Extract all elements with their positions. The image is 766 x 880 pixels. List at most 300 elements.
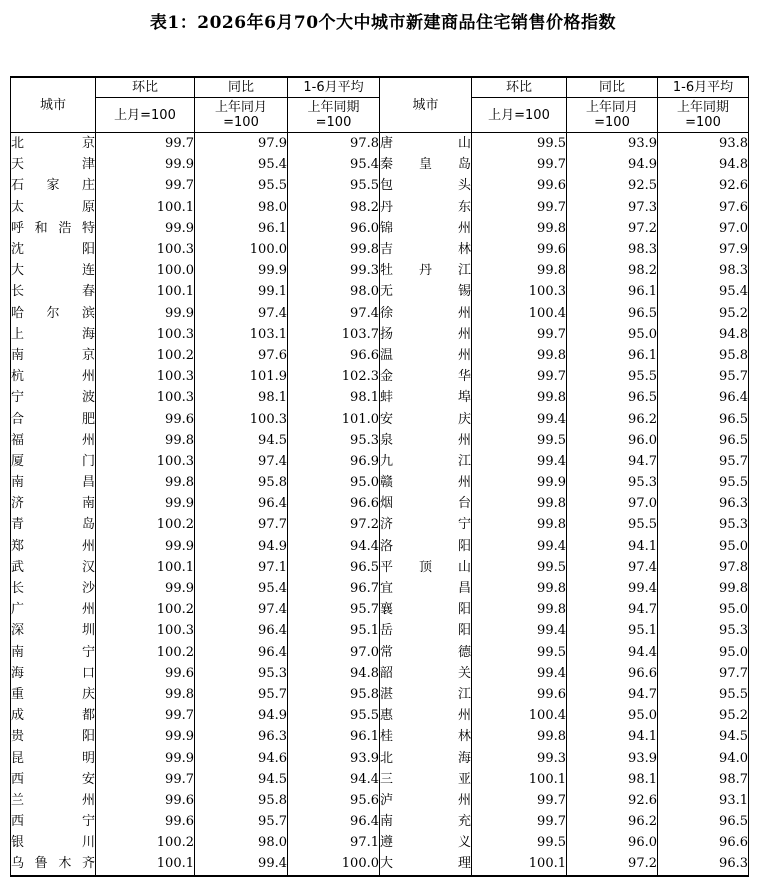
right-ytd-cell: 93.8 — [658, 133, 749, 155]
left-ytd-cell: 95.0 — [288, 472, 380, 493]
right-yoy-cell: 94.7 — [567, 684, 658, 705]
left-mom-cell: 99.6 — [96, 811, 195, 832]
left-city-cell: 乌鲁木齐 — [11, 853, 96, 875]
left-city-cell: 沈阳 — [11, 239, 96, 260]
left-city-cell: 兰州 — [11, 790, 96, 811]
right-mom-cell: 99.4 — [472, 451, 567, 472]
right-mom-cell: 99.5 — [472, 642, 567, 663]
left-ytd-cell: 100.0 — [288, 853, 380, 875]
left-yoy-cell: 94.6 — [195, 747, 288, 768]
right-ytd-cell: 97.9 — [658, 239, 749, 260]
right-mom-cell: 99.8 — [472, 599, 567, 620]
right-mom-cell: 99.4 — [472, 408, 567, 429]
right-yoy-cell: 96.2 — [567, 408, 658, 429]
left-mom-cell: 99.9 — [96, 303, 195, 324]
left-ytd-cell: 95.3 — [288, 430, 380, 451]
left-mom-cell: 99.8 — [96, 430, 195, 451]
left-yoy-cell: 97.6 — [195, 345, 288, 366]
left-city-cell: 石家庄 — [11, 175, 96, 196]
left-yoy-cell: 100.0 — [195, 239, 288, 260]
left-mom-cell: 99.6 — [96, 408, 195, 429]
left-ytd-cell: 94.4 — [288, 536, 380, 557]
left-city-cell: 青岛 — [11, 514, 96, 535]
left-mom-cell: 100.2 — [96, 832, 195, 853]
right-mom-cell: 99.7 — [472, 366, 567, 387]
left-mom-cell: 99.8 — [96, 472, 195, 493]
left-yoy-cell: 99.9 — [195, 260, 288, 281]
table-row — [11, 430, 749, 451]
right-mom-cell: 100.4 — [472, 303, 567, 324]
right-mom-cell: 99.6 — [472, 239, 567, 260]
left-mom-cell: 100.3 — [96, 451, 195, 472]
right-ytd-cell: 95.3 — [658, 620, 749, 641]
right-ytd-cell: 94.5 — [658, 726, 749, 747]
right-mom-cell: 99.8 — [472, 387, 567, 408]
right-ytd-cell: 95.7 — [658, 451, 749, 472]
left-city-cell: 南京 — [11, 345, 96, 366]
left-ytd-cell: 96.9 — [288, 451, 380, 472]
left-ytd-cell: 93.9 — [288, 747, 380, 768]
left-ytd-cell: 96.6 — [288, 345, 380, 366]
left-city-cell: 银川 — [11, 832, 96, 853]
left-mom-cell: 99.8 — [96, 684, 195, 705]
right-mom-cell: 99.4 — [472, 536, 567, 557]
right-ytd-cell: 95.0 — [658, 536, 749, 557]
right-city-cell: 南充 — [380, 811, 472, 832]
left-yoy-cell: 95.8 — [195, 790, 288, 811]
price-index-table — [10, 76, 749, 877]
table-row — [11, 853, 749, 875]
right-yoy-cell: 97.0 — [567, 493, 658, 514]
left-city-cell: 合肥 — [11, 408, 96, 429]
page-title: 表1：2026年6月70个大中城市新建商品住宅销售价格指数 — [149, 13, 617, 33]
table-row — [11, 536, 749, 557]
header-mom-left: 环比 — [96, 77, 195, 98]
left-city-cell: 海口 — [11, 663, 96, 684]
right-city-cell: 济宁 — [380, 514, 472, 535]
right-mom-cell: 99.7 — [472, 811, 567, 832]
left-ytd-cell: 99.3 — [288, 260, 380, 281]
left-city-cell: 厦门 — [11, 451, 96, 472]
left-mom-cell: 100.3 — [96, 324, 195, 345]
left-yoy-cell: 96.4 — [195, 493, 288, 514]
table-row — [11, 642, 749, 663]
left-yoy-cell: 94.9 — [195, 536, 288, 557]
right-mom-cell: 99.6 — [472, 175, 567, 196]
left-mom-cell: 99.9 — [96, 578, 195, 599]
left-city-cell: 南宁 — [11, 642, 96, 663]
left-mom-cell: 99.6 — [96, 663, 195, 684]
right-ytd-cell: 98.3 — [658, 260, 749, 281]
left-city-cell: 哈尔滨 — [11, 303, 96, 324]
right-mom-cell: 99.7 — [472, 790, 567, 811]
left-city-cell: 深圳 — [11, 620, 96, 641]
header-ytd-left: 1-6月平均 — [288, 77, 380, 98]
header-ytd-base-line2: =100 — [315, 115, 352, 130]
left-mom-cell: 100.1 — [96, 557, 195, 578]
right-yoy-cell: 94.4 — [567, 642, 658, 663]
right-yoy-cell: 94.1 — [567, 726, 658, 747]
left-city-cell: 上海 — [11, 324, 96, 345]
right-city-cell: 温州 — [380, 345, 472, 366]
header-yoy-base-line2: =100 — [223, 115, 259, 130]
table-row — [11, 514, 749, 535]
right-yoy-cell: 95.5 — [567, 366, 658, 387]
left-ytd-cell: 95.7 — [288, 599, 380, 620]
left-city-cell: 贵阳 — [11, 726, 96, 747]
left-ytd-cell: 101.0 — [288, 408, 380, 429]
table-row — [11, 218, 749, 239]
left-mom-cell: 99.7 — [96, 133, 195, 155]
left-city-cell: 大连 — [11, 260, 96, 281]
right-ytd-cell: 97.7 — [658, 663, 749, 684]
right-city-cell: 襄阳 — [380, 599, 472, 620]
left-yoy-cell: 97.7 — [195, 514, 288, 535]
right-ytd-cell: 95.0 — [658, 599, 749, 620]
right-city-cell: 丹东 — [380, 197, 472, 218]
right-city-cell: 湛江 — [380, 684, 472, 705]
left-city-cell: 西宁 — [11, 811, 96, 832]
left-ytd-cell: 99.8 — [288, 239, 380, 260]
right-ytd-cell: 96.3 — [658, 493, 749, 514]
header-mom-base-right: 上月=100 — [472, 98, 567, 133]
header-city-right: 城市 — [380, 77, 472, 133]
right-yoy-cell: 94.1 — [567, 536, 658, 557]
right-city-cell: 吉林 — [380, 239, 472, 260]
right-city-cell: 常德 — [380, 642, 472, 663]
left-mom-cell: 99.9 — [96, 154, 195, 175]
right-city-cell: 三亚 — [380, 769, 472, 790]
left-yoy-cell: 95.7 — [195, 684, 288, 705]
left-yoy-cell: 96.3 — [195, 726, 288, 747]
left-ytd-cell: 94.8 — [288, 663, 380, 684]
right-ytd-cell: 97.0 — [658, 218, 749, 239]
right-yoy-cell: 97.2 — [567, 218, 658, 239]
left-mom-cell: 100.2 — [96, 599, 195, 620]
header-ytd-base-line1: 上年同期 — [307, 100, 360, 115]
left-mom-cell: 100.3 — [96, 620, 195, 641]
left-city-cell: 北京 — [11, 133, 96, 155]
left-yoy-cell: 97.4 — [195, 303, 288, 324]
left-yoy-cell: 101.9 — [195, 366, 288, 387]
right-ytd-cell: 95.0 — [658, 642, 749, 663]
left-city-cell: 太原 — [11, 197, 96, 218]
right-city-cell: 秦皇岛 — [380, 154, 472, 175]
header-mom-base-left: 上月=100 — [96, 98, 195, 133]
right-ytd-cell: 95.2 — [658, 303, 749, 324]
left-mom-cell: 99.9 — [96, 218, 195, 239]
table-row — [11, 472, 749, 493]
right-yoy-cell: 94.7 — [567, 451, 658, 472]
left-ytd-cell: 96.1 — [288, 726, 380, 747]
right-city-cell: 宜昌 — [380, 578, 472, 599]
right-city-cell: 蚌埠 — [380, 387, 472, 408]
table-row — [11, 133, 749, 155]
left-ytd-cell: 98.2 — [288, 197, 380, 218]
left-mom-cell: 99.9 — [96, 726, 195, 747]
header-yoy-base-line2: =100 — [594, 115, 630, 130]
right-yoy-cell: 95.5 — [567, 514, 658, 535]
right-mom-cell: 99.9 — [472, 472, 567, 493]
right-ytd-cell: 95.8 — [658, 345, 749, 366]
right-mom-cell: 99.7 — [472, 324, 567, 345]
table-row — [11, 493, 749, 514]
right-mom-cell: 99.4 — [472, 620, 567, 641]
left-mom-cell: 99.9 — [96, 493, 195, 514]
right-ytd-cell: 94.8 — [658, 324, 749, 345]
left-ytd-cell: 98.1 — [288, 387, 380, 408]
right-yoy-cell: 98.3 — [567, 239, 658, 260]
left-ytd-cell: 97.8 — [288, 133, 380, 155]
right-yoy-cell: 97.4 — [567, 557, 658, 578]
table-row — [11, 260, 749, 281]
right-ytd-cell: 96.3 — [658, 853, 749, 875]
right-city-cell: 安庆 — [380, 408, 472, 429]
table-row — [11, 154, 749, 175]
table-row — [11, 239, 749, 260]
header-yoy-base-right — [567, 98, 658, 133]
left-mom-cell: 100.2 — [96, 642, 195, 663]
right-ytd-cell: 97.6 — [658, 197, 749, 218]
right-ytd-cell: 94.0 — [658, 747, 749, 768]
right-yoy-cell: 96.6 — [567, 663, 658, 684]
table-row — [11, 747, 749, 768]
left-city-cell: 昆明 — [11, 747, 96, 768]
header-ytd-base-left — [288, 98, 380, 133]
right-yoy-cell: 92.5 — [567, 175, 658, 196]
left-ytd-cell: 95.4 — [288, 154, 380, 175]
right-yoy-cell: 96.1 — [567, 345, 658, 366]
right-city-cell: 平顶山 — [380, 557, 472, 578]
left-mom-cell: 99.7 — [96, 769, 195, 790]
right-yoy-cell: 95.0 — [567, 705, 658, 726]
left-mom-cell: 99.7 — [96, 705, 195, 726]
right-yoy-cell: 96.0 — [567, 832, 658, 853]
right-yoy-cell: 95.1 — [567, 620, 658, 641]
right-yoy-cell: 96.5 — [567, 303, 658, 324]
left-ytd-cell: 96.5 — [288, 557, 380, 578]
right-city-cell: 烟台 — [380, 493, 472, 514]
left-city-cell: 杭州 — [11, 366, 96, 387]
right-mom-cell: 99.8 — [472, 345, 567, 366]
left-ytd-cell: 97.0 — [288, 642, 380, 663]
left-yoy-cell: 94.9 — [195, 705, 288, 726]
right-city-cell: 泸州 — [380, 790, 472, 811]
table-row — [11, 345, 749, 366]
header-yoy-base-line1: 上年同月 — [214, 100, 267, 115]
table-row — [11, 832, 749, 853]
right-ytd-cell: 95.2 — [658, 705, 749, 726]
table-row — [11, 408, 749, 429]
right-yoy-cell: 98.1 — [567, 769, 658, 790]
table-row — [11, 790, 749, 811]
left-yoy-cell: 94.5 — [195, 769, 288, 790]
right-yoy-cell: 94.9 — [567, 154, 658, 175]
left-ytd-cell: 102.3 — [288, 366, 380, 387]
left-city-cell: 呼和浩特 — [11, 218, 96, 239]
right-yoy-cell: 95.3 — [567, 472, 658, 493]
left-city-cell: 重庆 — [11, 684, 96, 705]
table-row — [11, 578, 749, 599]
left-yoy-cell: 95.3 — [195, 663, 288, 684]
left-yoy-cell: 95.7 — [195, 811, 288, 832]
left-ytd-cell: 96.7 — [288, 578, 380, 599]
right-ytd-cell: 92.6 — [658, 175, 749, 196]
table-row — [11, 197, 749, 218]
left-ytd-cell: 95.1 — [288, 620, 380, 641]
header-yoy-base-left — [195, 98, 288, 133]
table-row — [11, 769, 749, 790]
right-mom-cell: 100.1 — [472, 853, 567, 875]
left-ytd-cell: 96.4 — [288, 811, 380, 832]
left-yoy-cell: 95.8 — [195, 472, 288, 493]
left-city-cell: 广州 — [11, 599, 96, 620]
right-ytd-cell: 96.6 — [658, 832, 749, 853]
right-mom-cell: 99.6 — [472, 684, 567, 705]
right-ytd-cell: 95.4 — [658, 281, 749, 302]
left-ytd-cell: 96.6 — [288, 493, 380, 514]
right-mom-cell: 99.8 — [472, 726, 567, 747]
right-mom-cell: 100.4 — [472, 705, 567, 726]
left-mom-cell: 100.1 — [96, 197, 195, 218]
right-mom-cell: 99.5 — [472, 133, 567, 155]
right-city-cell: 金华 — [380, 366, 472, 387]
right-ytd-cell: 98.7 — [658, 769, 749, 790]
right-city-cell: 唐山 — [380, 133, 472, 155]
right-yoy-cell: 97.2 — [567, 853, 658, 875]
left-city-cell: 天津 — [11, 154, 96, 175]
left-mom-cell: 100.3 — [96, 366, 195, 387]
right-mom-cell: 99.8 — [472, 493, 567, 514]
right-city-cell: 泉州 — [380, 430, 472, 451]
header-yoy-right: 同比 — [567, 77, 658, 98]
left-ytd-cell: 94.4 — [288, 769, 380, 790]
left-ytd-cell: 95.5 — [288, 705, 380, 726]
left-city-cell: 成都 — [11, 705, 96, 726]
right-mom-cell: 99.7 — [472, 197, 567, 218]
table-body — [11, 133, 749, 876]
right-city-cell: 北海 — [380, 747, 472, 768]
left-ytd-cell: 95.5 — [288, 175, 380, 196]
header-ytd-base-right — [658, 98, 749, 133]
right-ytd-cell: 97.8 — [658, 557, 749, 578]
table-row — [11, 726, 749, 747]
left-yoy-cell: 98.0 — [195, 832, 288, 853]
right-yoy-cell: 92.6 — [567, 790, 658, 811]
right-city-cell: 遵义 — [380, 832, 472, 853]
left-yoy-cell: 96.4 — [195, 642, 288, 663]
right-mom-cell: 99.8 — [472, 514, 567, 535]
right-city-cell: 韶关 — [380, 663, 472, 684]
right-city-cell: 岳阳 — [380, 620, 472, 641]
left-city-cell: 南昌 — [11, 472, 96, 493]
left-yoy-cell: 97.4 — [195, 451, 288, 472]
left-mom-cell: 99.9 — [96, 747, 195, 768]
header-ytd-right: 1-6月平均 — [658, 77, 749, 98]
left-ytd-cell: 96.0 — [288, 218, 380, 239]
table-row — [11, 663, 749, 684]
right-city-cell: 大理 — [380, 853, 472, 875]
left-yoy-cell: 97.4 — [195, 599, 288, 620]
left-yoy-cell: 99.4 — [195, 853, 288, 875]
right-mom-cell: 99.5 — [472, 430, 567, 451]
left-yoy-cell: 98.1 — [195, 387, 288, 408]
table-row — [11, 324, 749, 345]
left-city-cell: 武汉 — [11, 557, 96, 578]
right-mom-cell: 99.8 — [472, 218, 567, 239]
left-yoy-cell: 95.5 — [195, 175, 288, 196]
right-ytd-cell: 93.1 — [658, 790, 749, 811]
left-ytd-cell: 103.7 — [288, 324, 380, 345]
left-mom-cell: 99.7 — [96, 175, 195, 196]
left-ytd-cell: 95.6 — [288, 790, 380, 811]
right-ytd-cell: 95.7 — [658, 366, 749, 387]
left-yoy-cell: 98.0 — [195, 197, 288, 218]
right-city-cell: 洛阳 — [380, 536, 472, 557]
right-city-cell: 包头 — [380, 175, 472, 196]
left-yoy-cell: 99.1 — [195, 281, 288, 302]
header-yoy-left: 同比 — [195, 77, 288, 98]
right-yoy-cell: 93.9 — [567, 747, 658, 768]
right-city-cell: 徐州 — [380, 303, 472, 324]
table-row — [11, 175, 749, 196]
right-mom-cell: 99.5 — [472, 832, 567, 853]
left-mom-cell: 100.3 — [96, 239, 195, 260]
right-mom-cell: 99.3 — [472, 747, 567, 768]
right-ytd-cell: 96.5 — [658, 811, 749, 832]
left-city-cell: 郑州 — [11, 536, 96, 557]
table-row — [11, 387, 749, 408]
table-row — [11, 451, 749, 472]
right-city-cell: 桂林 — [380, 726, 472, 747]
left-ytd-cell: 98.0 — [288, 281, 380, 302]
right-yoy-cell: 94.7 — [567, 599, 658, 620]
right-city-cell: 惠州 — [380, 705, 472, 726]
header-ytd-base-line2: =100 — [685, 115, 721, 130]
left-mom-cell: 100.2 — [96, 514, 195, 535]
table-row — [11, 281, 749, 302]
left-mom-cell: 99.9 — [96, 536, 195, 557]
right-mom-cell: 100.3 — [472, 281, 567, 302]
left-mom-cell: 99.6 — [96, 790, 195, 811]
right-mom-cell: 99.8 — [472, 578, 567, 599]
right-city-cell: 锦州 — [380, 218, 472, 239]
right-mom-cell: 99.4 — [472, 663, 567, 684]
left-mom-cell: 100.2 — [96, 345, 195, 366]
table-row — [11, 620, 749, 641]
right-mom-cell: 99.5 — [472, 557, 567, 578]
left-city-cell: 长春 — [11, 281, 96, 302]
right-ytd-cell: 96.5 — [658, 430, 749, 451]
right-city-cell: 赣州 — [380, 472, 472, 493]
left-ytd-cell: 95.8 — [288, 684, 380, 705]
right-mom-cell: 99.8 — [472, 260, 567, 281]
header-city-left: 城市 — [11, 77, 96, 133]
left-yoy-cell: 94.5 — [195, 430, 288, 451]
right-ytd-cell: 99.8 — [658, 578, 749, 599]
right-yoy-cell: 96.0 — [567, 430, 658, 451]
left-yoy-cell: 96.4 — [195, 620, 288, 641]
header-mom-right: 环比 — [472, 77, 567, 98]
right-ytd-cell: 96.4 — [658, 387, 749, 408]
table-row — [11, 599, 749, 620]
left-yoy-cell: 96.1 — [195, 218, 288, 239]
left-city-cell: 西安 — [11, 769, 96, 790]
left-ytd-cell: 97.4 — [288, 303, 380, 324]
left-yoy-cell: 97.1 — [195, 557, 288, 578]
left-mom-cell: 100.0 — [96, 260, 195, 281]
left-mom-cell: 100.1 — [96, 853, 195, 875]
